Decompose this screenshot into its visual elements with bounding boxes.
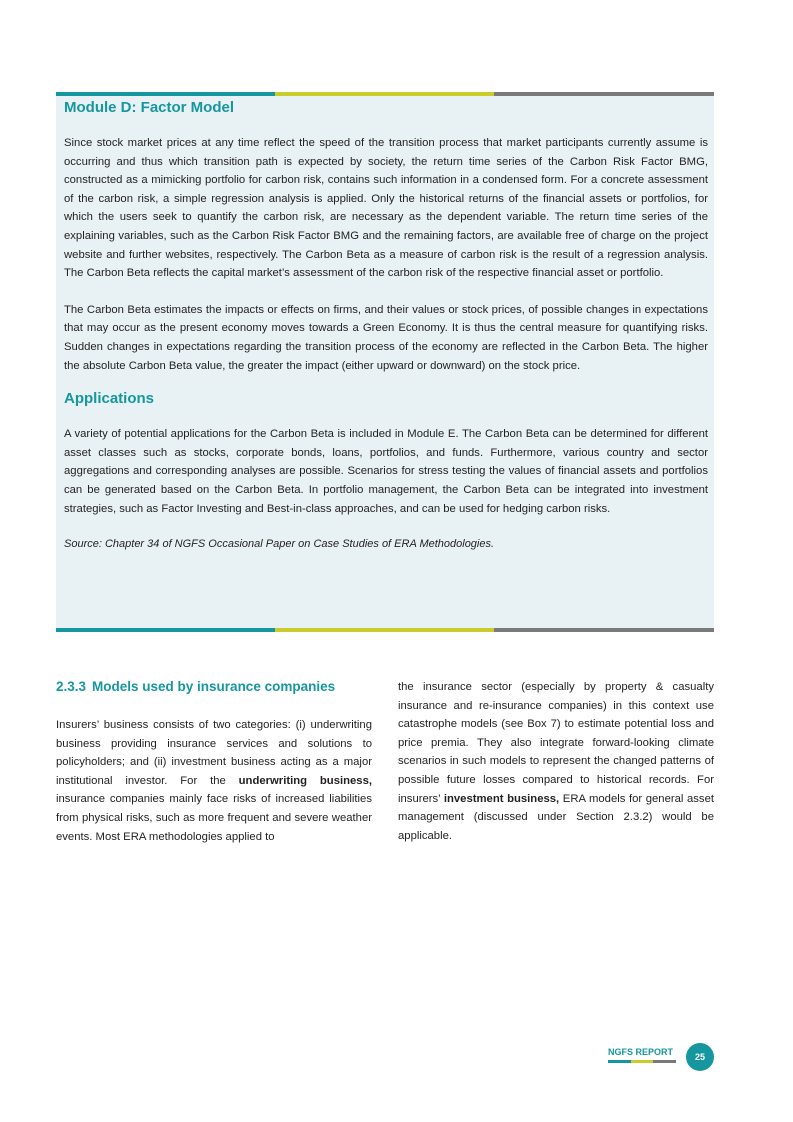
module-paragraph-1: Since stock market prices at any time reflect the speed of the transition process that market participants currently assume is occurring and thus which transition path is expected by society, the return time series of the Carbon Risk Factor BMG, constructed as a mimicking portfolio for carbon risk, contains such information in a condensed form. For a concrete assessment of the carbon risk, a simple regression analysis is applied. Only the historical returns of the financial assets or portfolios, for which the users seek to quantify the carbon risk, are necessary as the dependent variable. The return time series of the explaining variables, such as the Carbon Risk Factor BMG and the remaining factors, are available free of charge on the project website and further websites, respectively. The Carbon Beta as a measure of carbon risk is the result of a regression analysis. The Carbon Beta reflects the capital market’s assessment of the carbon risk of the respective financial asset or portfolio. xyxy=(64,137,708,280)
report-label: NGFS REPORT xyxy=(608,1047,674,1057)
section-title-text: Models used by insurance companies xyxy=(92,679,336,694)
right-paragraph: the insurance sector (especially by property & casualty insurance and re-insurance companies) in this context use catastrophe models (see Box 7) to estimate potential loss and price premia. They also integrate forward-looking climate scenarios in such models to represent the changed patterns of possible future losses compared to historical records. For insurers’ investment business, ERA models for general asset management (discussed under Section 2.3.2) would be applicable. xyxy=(398,681,714,842)
underwriting-bold: underwriting business, xyxy=(238,774,373,787)
section-number: 2.3.3 xyxy=(56,679,87,694)
source-note: Source: Chapter 34 of NGFS Occasional Paper on Case Studies of ERA Methodologies. xyxy=(64,538,495,551)
footer-stripe xyxy=(608,1060,676,1063)
section-title xyxy=(56,676,372,698)
page-footer xyxy=(608,1043,714,1071)
left-paragraph: Insurers’ business consists of two categories: (i) underwriting business providing insurance services and solutions to policyholders; and (ii) investment business acting as a major institutional investor. For the underwriting business, insurance companies mainly face risks of increased liabilities from physical risks, such as more frequent and severe weather events. Most ERA methodologies applied to xyxy=(56,719,373,843)
box-top-stripe xyxy=(56,92,714,96)
module-box xyxy=(56,92,714,632)
applications-heading: Applications xyxy=(64,390,155,408)
left-column xyxy=(56,676,372,846)
applications-paragraph: A variety of potential applications for the Carbon Beta is included in Module E. The Carbon Beta can be determined for different asset classes such as stocks, corporate bonds, loans, portfolios, and funds. Furthermore, various country and sector aggregations and corresponding analyses are possible. Scenarios for stress testing the values of financial assets and portfolios can be generated based on the Carbon Beta. In portfolio management, the Carbon Beta can be integrated into investment strategies, such as Factor Investing and Best-in-class approaches, and can be used for hedging carbon risks. xyxy=(64,428,708,515)
module-paragraph-2: The Carbon Beta estimates the impacts or effects on firms, and their values or stock prices, of possible changes in expectations that may occur as the present economy moves towards a Green Economy. It is thus the central measure for quantifying risks. Sudden changes in expectations regarding the transition process of the economy are reflected in the Carbon Beta. The higher the absolute Carbon Beta value, the greater the impact (either upward or downward) on the stock price. xyxy=(64,303,708,372)
right-column xyxy=(398,676,714,845)
page-number: 25 xyxy=(686,1043,714,1071)
investment-bold: investment business, xyxy=(443,792,560,805)
box-bottom-stripe xyxy=(56,628,714,632)
module-heading: Module D: Factor Model xyxy=(64,99,234,116)
